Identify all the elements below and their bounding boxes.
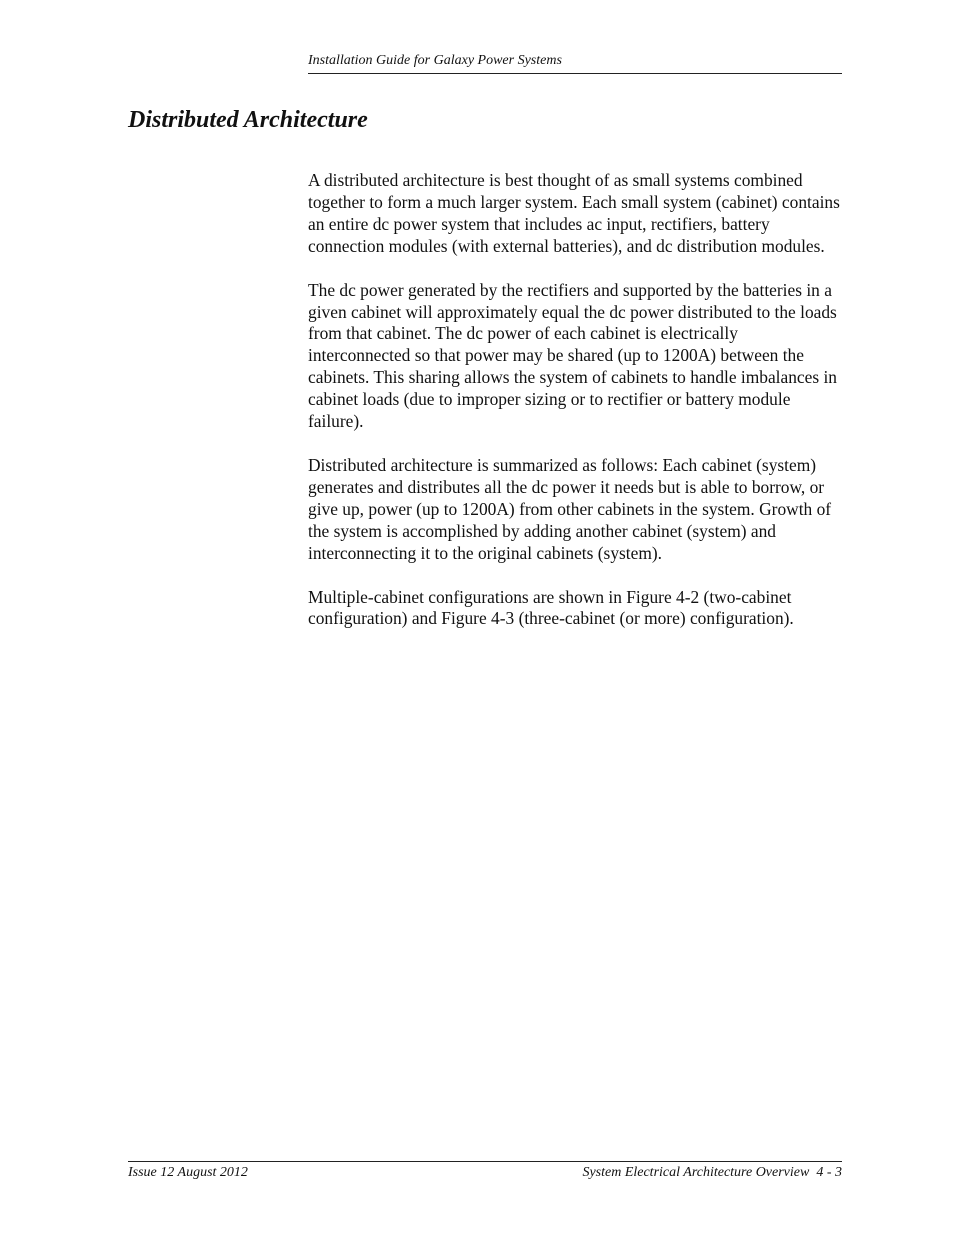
footer-page-label: System Electrical Architecture Overview 4 - 3	[582, 1165, 842, 1180]
footer-issue: Issue 12 August 2012	[128, 1165, 248, 1180]
running-footer	[128, 1161, 842, 1182]
paragraph-4: Multiple-cabinet configurations are shown in Figure 4-2 (two-cabinet configuration) and Figure 4-3 (three-cabinet (or more) configuration).	[308, 586, 794, 629]
running-header	[308, 52, 842, 74]
body-text	[308, 170, 844, 652]
paragraph-3: Distributed architecture is summarized as follows: Each cabinet (system) generates and distributes all the dc power it needs but is able to borrow, or give up, power (up to 1200A) from other cabinets in the system. Growth of the system is accomplished by adding another cabinet (system) and interconnecting it to the original cabinets (system).	[308, 454, 832, 563]
running-header-title: Installation Guide for Galaxy Power Systems	[308, 53, 562, 68]
paragraph-2: The dc power generated by the rectifiers and supported by the batteries in a given cabinet will approximately equal the dc power distributed to the loads from that cabinet. The dc power of each cabinet is electrically interconnected so that power may be shared (up to 1200A) between the cabinets. This sharing allows the system of cabinets to handle imbalances in cabinet loads (due to improper sizing or to rectifier or battery module failure).	[308, 279, 838, 432]
paragraph-1: A distributed architecture is best thought of as small systems combined together to form a much larger system. Each small system (cabinet) contains an entire dc power system that includes ac input, rectifiers, battery connection modules (with external batteries), and dc distribution modules.	[308, 170, 840, 256]
section-title: Distributed Architecture	[128, 107, 368, 133]
